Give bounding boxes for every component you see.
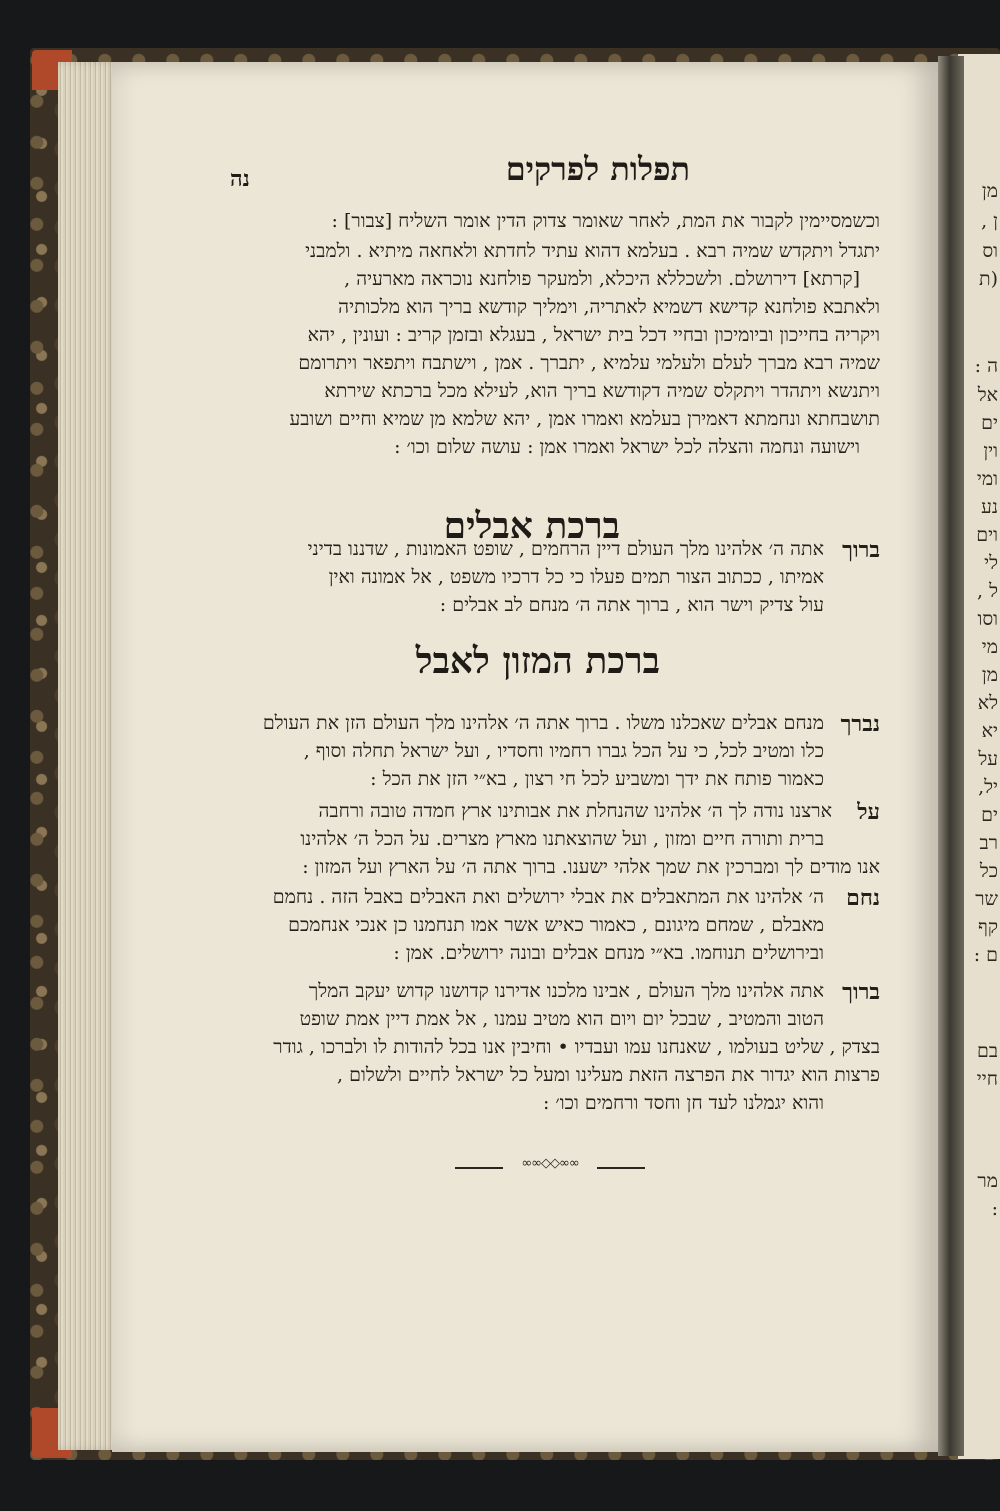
ornament-rule-left bbox=[455, 1167, 503, 1169]
paragraph-opener: ברוך bbox=[842, 979, 880, 1005]
kaddish-line: [קרתא] דירושלם. ולשכללא היכלא, ולמעקר פולחנא נוכראה מארעיה , bbox=[344, 268, 860, 290]
birkat-hamazon-heading: ברכת המזון לאבל bbox=[415, 640, 660, 682]
facing-page-fragment: על bbox=[978, 748, 998, 770]
birkat-avelim-line: אתה ה׳ אלהינו מלך העולם דיין הרחמים , שופט האמונות , שדננו בדיני bbox=[307, 538, 824, 560]
blessing-line: בצדק , שליט בעולמו , שאנחנו עמו ועבדיו • וחיבין אנו בכל להודות לו ולברכו , גודר bbox=[273, 1036, 880, 1058]
burial-instruction: וכשמסיימין לקבור את המת, לאחר שאומר צדוק הדין אומר השליח [צבור] : bbox=[331, 210, 880, 232]
facing-page-fragment: חיי bbox=[976, 1068, 998, 1090]
page-edges bbox=[58, 62, 120, 1450]
facing-page bbox=[958, 54, 1000, 1459]
blessing-line: ובירושלים תנוחמו. בא״י מנחם אבלים ובונה ירושלים. אמן : bbox=[393, 942, 824, 964]
running-title: תפלות לפרקים bbox=[505, 150, 690, 188]
birkat-avelim-line: אמיתו , ככתוב הצור תמים פעלו כי כל דרכיו משפט , אל אמונה ואין bbox=[328, 566, 824, 588]
blessing-line: מאבלם , שמחם מיגונם , כאמור כאיש אשר אמו תנחמנו כן אנכי אנחמכם bbox=[288, 914, 824, 936]
facing-page-fragment: וין bbox=[983, 440, 998, 462]
facing-page-fragment: ן , bbox=[981, 210, 998, 232]
facing-page-fragment: ה : bbox=[974, 355, 998, 377]
facing-page-fragment: לא bbox=[977, 692, 998, 714]
facing-page-fragment: כל bbox=[979, 860, 998, 882]
blessing-line: אנו מודים לך ומברכין את שמך אלהי ישענו. ברוך אתה ה׳ על הארץ ועל המזון : bbox=[302, 856, 880, 878]
ornament-glyph: ∞∞◇◇∞∞ bbox=[521, 1156, 579, 1171]
facing-page-fragment: מר bbox=[977, 1170, 998, 1192]
blessing-line: אתה אלהינו מלך העולם , אבינו מלכנו אדירנו קדושנו קדוש יעקב המלך bbox=[308, 980, 824, 1002]
facing-page-fragment: יל, bbox=[978, 776, 998, 798]
facing-page-fragment: ומי bbox=[976, 468, 998, 490]
ornamental-rule bbox=[455, 1156, 645, 1176]
page-number: נה bbox=[230, 166, 250, 192]
blessing-line: ברית ותורה חיים ומזון , ועל שהוצאתנו מארץ מצרים. על הכל ה׳ אלהינו bbox=[300, 828, 824, 850]
facing-page-fragment: בם bbox=[976, 1040, 998, 1062]
blessing-line: מנחם אבלים שאכלנו משלו . ברוך אתה ה׳ אלהינו מלך העולם הזן את העולם bbox=[262, 712, 824, 734]
kaddish-line: וישועה ונחמה והצלה לכל ישראל ואמרו אמן : עושה שלום וכו׳ : bbox=[394, 436, 860, 458]
blessing-line: כאמור פותח את ידך ומשביע לכל חי רצון , בא״י הזן את הכל : bbox=[370, 768, 824, 790]
blessing-line: והוא יגמלנו לעד חן וחסד ורחמים וכו׳ : bbox=[542, 1092, 824, 1114]
facing-page-fragment: וסו bbox=[977, 608, 998, 630]
birkat-avelim-opener: ברוך bbox=[842, 537, 880, 563]
blessing-line: ה׳ אלהינו את המתאבלים את אבלי ירושלים ואת האבלים באבל הזה . נחמם bbox=[272, 886, 824, 908]
birkat-avelim-heading: ברכת אבלים bbox=[443, 505, 620, 547]
kaddish-line: ויקריה בחייכון וביומיכון ובחיי דכל בית ישראל , בעגלא ובזמן קריב : ועונין , יהא bbox=[307, 324, 880, 346]
paragraph-opener: נחם bbox=[846, 885, 880, 911]
facing-page-fragment: מן bbox=[981, 180, 998, 202]
kaddish-line: שמיה רבא מברך לעלם ולעלמי עלמיא , יתברך . אמן , וישתבח ויתפאר ויתרומם bbox=[298, 352, 880, 374]
facing-page-fragment: קף bbox=[977, 916, 998, 938]
facing-page-fragment: ים bbox=[981, 804, 998, 826]
kaddish-line: יתגדל ויתקדש שמיה רבא . בעלמא דהוא עתיד לחדתא ולאחאה מיתיא . ולמבני bbox=[305, 240, 880, 262]
facing-page-fragment: ים bbox=[981, 412, 998, 434]
kaddish-line: ויתנשא ויתהדר ויתקלס שמיה דקודשא בריך הוא, לעילא מכל ברכתא שירתא bbox=[324, 380, 880, 402]
blessing-line: הטוב והמטיב , שבכל יום ויום הוא מטיב עמנו , אל אמת דיין אמת שופט bbox=[299, 1008, 824, 1030]
paragraph-opener: על bbox=[857, 799, 880, 825]
blessing-line: פרצות הוא יגדור את הפרצה הזאת מעלינו ומעל כל ישראל לחיים ולשלום , bbox=[337, 1064, 880, 1086]
facing-page-fragment: (ת bbox=[979, 268, 998, 290]
facing-page-fragment: מן bbox=[981, 664, 998, 686]
blessing-line: כלו ומטיב לכל, כי על הכל גברו רחמיו וחסדיו , ועל ישראל תחלה וסוף , bbox=[303, 740, 824, 762]
facing-page-fragment: ם : bbox=[973, 944, 998, 966]
paragraph-opener: נברך bbox=[840, 711, 880, 737]
book-gutter bbox=[938, 56, 964, 1456]
facing-page-fragment: יא bbox=[981, 720, 998, 742]
kaddish-line: ולאתבא פולחנא קדישא דשמיא לאתריה, וימליך קודשא בריך הוא מלכותיה bbox=[338, 296, 880, 318]
kaddish-line: תושבחתא ונחמתא דאמירן בעלמא ואמרו אמן , יהא שלמא מן שמיא וחיים ושובע bbox=[289, 408, 880, 430]
facing-page-fragment: : bbox=[991, 1198, 998, 1220]
facing-page-fragment: אל bbox=[977, 384, 998, 406]
facing-page-fragment: מי bbox=[981, 636, 998, 658]
birkat-avelim-line: עול צדיק וישר הוא , ברוך אתה ה׳ מנחם לב אבלים : bbox=[439, 594, 824, 616]
facing-page-fragment: רב bbox=[979, 832, 998, 854]
facing-page-fragment: שר bbox=[975, 888, 998, 910]
blessing-line: ארצנו נודה לך ה׳ אלהינו שהנחלת את אבותינו ארץ חמדה טובה ורחבה bbox=[318, 800, 832, 822]
facing-page-fragment: וס bbox=[982, 240, 998, 262]
ornament-rule-right bbox=[597, 1167, 645, 1169]
facing-page-fragment: וים bbox=[976, 524, 998, 546]
page-header bbox=[230, 150, 690, 200]
facing-page-fragment: נע bbox=[981, 496, 998, 518]
facing-page-fragment: ל , bbox=[977, 580, 998, 602]
facing-page-fragment: לי bbox=[984, 552, 998, 574]
